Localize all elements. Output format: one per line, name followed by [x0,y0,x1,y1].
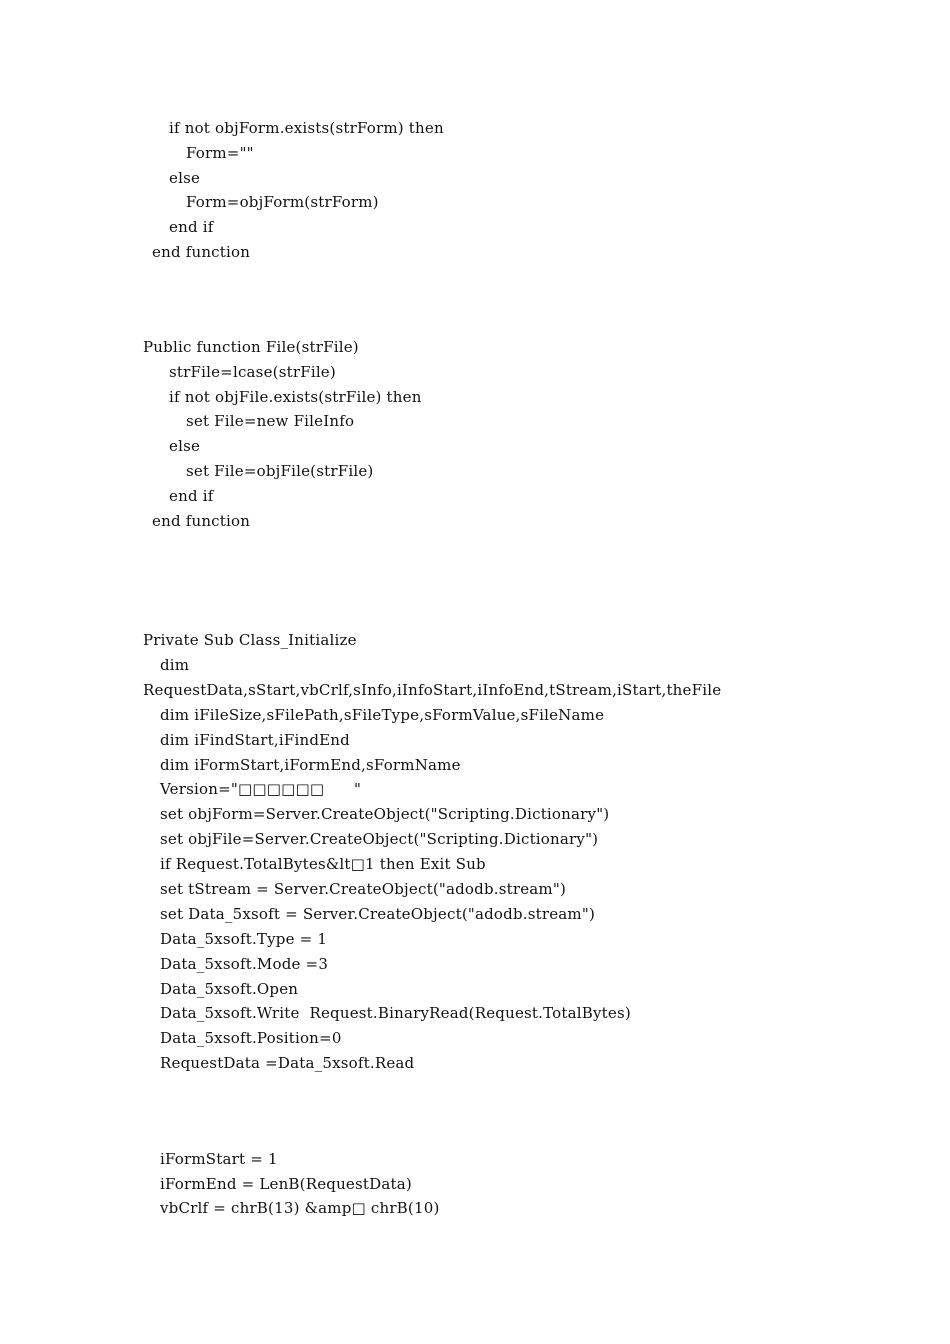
code-line: set objFile=Server.CreateObject("Scripting.Dictionary") [160,830,599,848]
code-line: end function [152,243,251,261]
code-line: if Request.TotalBytes&lt□1 then Exit Sub [160,855,486,873]
code-line: Private Sub Class_Initialize [143,631,357,649]
code-line: iFormStart = 1 [160,1150,278,1168]
code-line: Data_5xsoft.Mode =3 [160,955,329,973]
code-line: Data_5xsoft.Open [160,980,299,998]
code-line: Data_5xsoft.Position=0 [160,1029,342,1047]
code-line: if not objFile.exists(strFile) then [169,388,422,406]
code-line: set objForm=Server.CreateObject("Scripting.Dictionary") [160,805,610,823]
code-line: set tStream = Server.CreateObject("adodb.stream") [160,880,567,898]
code-line: Form="" [186,144,254,162]
code-line: set Data_5xsoft = Server.CreateObject("adodb.stream") [160,905,596,923]
code-line: else [169,437,201,455]
code-line: Data_5xsoft.Type = 1 [160,930,328,948]
code-line: set File=new FileInfo [186,412,355,430]
code-line: Version="□□□□□□ " [160,780,362,798]
code-line: dim iFileSize,sFilePath,sFileType,sFormValue,sFileName [160,706,605,724]
code-line: end function [152,512,251,530]
code-line: Form=objForm(strForm) [186,193,379,211]
code-line: strFile=lcase(strFile) [169,363,336,381]
code-line: dim [160,656,190,674]
code-line: RequestData =Data_5xsoft.Read [160,1054,415,1072]
code-line: iFormEnd = LenB(RequestData) [160,1175,412,1193]
code-line: if not objForm.exists(strForm) then [169,119,444,137]
code-line: vbCrlf = chrB(13) &amp□ chrB(10) [160,1199,440,1217]
code-line: RequestData,sStart,vbCrlf,sInfo,iInfoStart,iInfoEnd,tStream,iStart,theFile [143,681,722,699]
code-line: dim iFindStart,iFindEnd [160,731,350,749]
code-line: end if [169,218,214,236]
code-line: else [169,169,201,187]
code-line: dim iFormStart,iFormEnd,sFormName [160,756,461,774]
code-line: set File=objFile(strFile) [186,462,374,480]
code-line: Data_5xsoft.Write Request.BinaryRead(Request.TotalBytes) [160,1004,631,1022]
code-line: Public function File(strFile) [143,338,359,356]
code-line: end if [169,487,214,505]
